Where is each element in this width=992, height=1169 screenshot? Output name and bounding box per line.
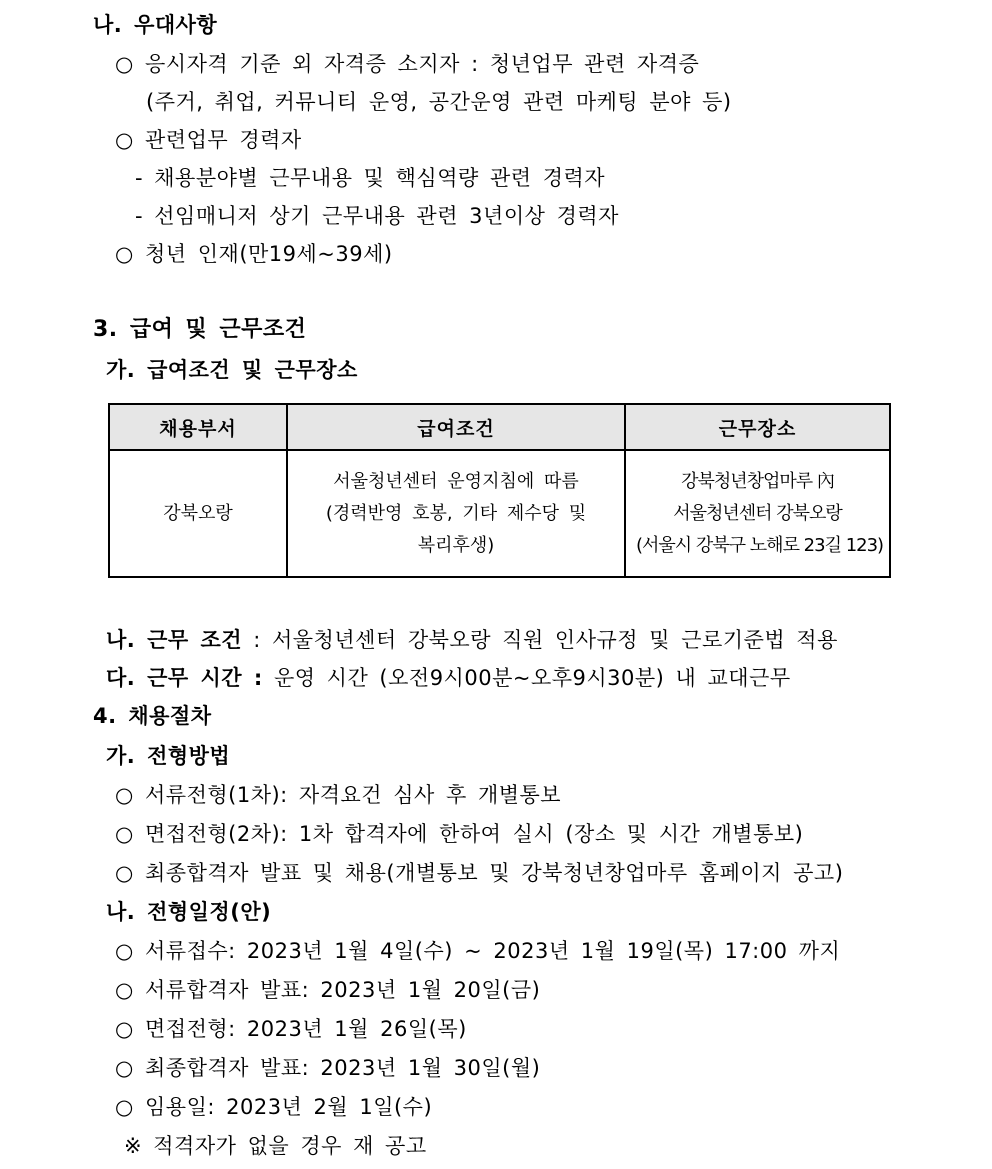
salary-table — [108, 403, 891, 578]
department-cell: 강북오랑 — [109, 450, 287, 577]
work-condition-text: : 서울청년센터 강북오랑 직원 인사규정 및 근로기준법 적용 — [253, 628, 838, 652]
table-row — [109, 450, 890, 577]
schedule-item: ○ 최종합격자 발표: 2023년 1월 30일(월) — [115, 1056, 541, 1080]
work-place-cell — [625, 450, 890, 577]
schedule-item: ○ 임용일: 2023년 2월 1일(수) — [115, 1095, 433, 1119]
preference-item: - 채용분야별 근무내용 및 핵심역량 관련 경력자 — [135, 166, 606, 190]
salary-line: 서울청년센터 운영지침에 따름 — [333, 470, 579, 492]
table-header-cell: 급여조건 — [287, 404, 625, 450]
salary-line: (경력반영 호봉, 기타 제수당 및 — [325, 502, 587, 524]
work-time-label: 다. 근무 시간 : — [106, 666, 263, 690]
table-header-row — [109, 404, 890, 450]
subsection-schedule: 나. 전형일정(안) — [106, 900, 272, 924]
place-line: (서울시 강북구 노해로 23길 123) — [636, 534, 884, 556]
preference-item: (주거, 취업, 커뮤니티 운영, 공간운영 관련 마케팅 분야 등) — [146, 90, 732, 114]
preference-heading: 나. 우대사항 — [93, 13, 218, 37]
work-condition-label: 나. 근무 조건 — [106, 628, 243, 652]
method-item: ○ 최종합격자 발표 및 채용(개별통보 및 강북청년창업마루 홈페이지 공고) — [115, 861, 844, 885]
section-title-procedure: 4. 채용절차 — [93, 704, 212, 728]
work-time-text: 운영 시간 (오전9시00분~오후9시30분) 내 교대근무 — [273, 666, 791, 690]
schedule-item: ○ 서류접수: 2023년 1월 4일(수) ~ 2023년 1월 19일(목) 17:00 까지 — [115, 939, 841, 963]
work-time-line — [106, 664, 791, 692]
preference-item: ○ 청년 인재(만19세~39세) — [115, 242, 393, 266]
place-line: 강북청년창업마루 內 — [681, 470, 834, 492]
table-header-cell: 근무장소 — [625, 404, 890, 450]
method-item: ○ 서류전형(1차): 자격요건 심사 후 개별통보 — [115, 783, 562, 807]
reannouncement-note: ※ 적격자가 없을 경우 재 공고 — [124, 1134, 427, 1158]
place-line: 서울청년센터 강북오랑 — [673, 502, 842, 524]
preference-item: ○ 관련업무 경력자 — [115, 128, 302, 152]
preference-item: ○ 응시자격 기준 외 자격증 소지자 : 청년업무 관련 자격증 — [115, 52, 700, 76]
subsection-salary-place: 가. 급여조건 및 근무장소 — [106, 358, 358, 382]
schedule-item: ○ 서류합격자 발표: 2023년 1월 20일(금) — [115, 978, 541, 1002]
table-header-cell: 채용부서 — [109, 404, 287, 450]
schedule-item: ○ 면접전형: 2023년 1월 26일(목) — [115, 1017, 467, 1041]
method-item: ○ 면접전형(2차): 1차 합격자에 한하여 실시 (장소 및 시간 개별통보) — [115, 822, 804, 846]
salary-condition-cell — [287, 450, 625, 577]
preference-item: - 선임매니저 상기 근무내용 관련 3년이상 경력자 — [135, 204, 619, 228]
salary-line: 복리후생) — [417, 534, 495, 556]
work-condition-line — [106, 626, 838, 654]
section-title-salary: 3. 급여 및 근무조건 — [93, 317, 307, 342]
subsection-method: 가. 전형방법 — [106, 744, 231, 768]
